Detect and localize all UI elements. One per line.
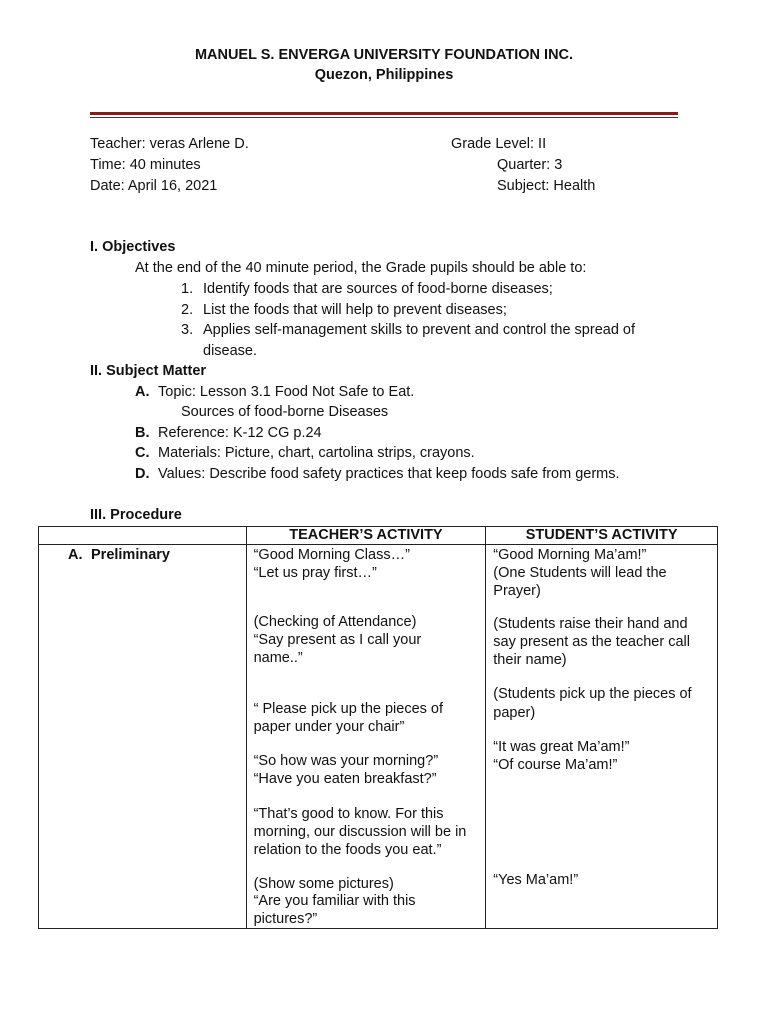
student-line: “It was great Ma’am!”: [493, 739, 630, 755]
time-info: Time: 40 minutes: [90, 157, 201, 173]
row-label: Preliminary: [91, 547, 170, 563]
teacher-line: (Show some pictures): [253, 876, 394, 892]
procedure-heading: III. Procedure: [90, 507, 182, 523]
subject-matter-reference: Reference: K-12 CG p.24: [158, 425, 322, 441]
student-activity-header: STUDENT’S ACTIVITY: [486, 527, 718, 545]
student-line: “Of course Ma’am!”: [493, 757, 618, 773]
student-line: (Students raise their hand and: [493, 616, 688, 632]
objective-text: Applies self-management skills to prevent and control the spread of: [203, 322, 636, 338]
teacher-line: “ Please pick up the pieces of: [253, 701, 444, 717]
student-line: Prayer): [493, 583, 541, 599]
objective-text: Identify foods that are sources of food-borne diseases;: [203, 281, 553, 297]
teacher-line: “So how was your morning?”: [253, 753, 439, 769]
student-line: paper): [493, 705, 536, 721]
header-rule-bottom: [90, 117, 678, 118]
subject-matter-letter: C.: [135, 445, 150, 461]
student-line: their name): [493, 652, 567, 668]
subject-matter-materials: Materials: Picture, chart, cartolina strips, crayons.: [158, 445, 475, 461]
objective-number: 3.: [181, 322, 194, 338]
objectives-intro: At the end of the 40 minute period, the Grade pupils should be able to:: [135, 260, 587, 276]
teacher-line: paper under your chair”: [253, 719, 405, 735]
objective-text-continued: disease.: [203, 343, 258, 359]
subject-matter-values: Values: Describe food safety practices that keep foods safe from germs.: [158, 466, 620, 482]
student-line: (One Students will lead the: [493, 565, 667, 581]
teacher-line: pictures?”: [253, 911, 318, 927]
procedure-table: [38, 526, 718, 929]
student-line: “Yes Ma’am!”: [493, 872, 579, 888]
student-line: say present as the teacher call: [493, 634, 690, 650]
blank-header-cell: [39, 527, 247, 545]
objective-number: 2.: [181, 302, 194, 318]
teacher-line: “Are you familiar with this: [253, 893, 416, 909]
grade-level-info: Grade Level: II: [451, 136, 547, 152]
objective-number: 1.: [181, 281, 194, 297]
subject-info: Subject: Health: [497, 178, 596, 194]
row-label-letter: A.: [68, 547, 83, 563]
teacher-line: name..”: [253, 650, 303, 666]
table-row: [39, 545, 718, 929]
student-line: “Good Morning Ma’am!”: [493, 547, 647, 563]
objective-text: List the foods that will help to prevent diseases;: [203, 302, 507, 318]
teacher-line: “Let us pray first…”: [253, 565, 377, 581]
quarter-info: Quarter: 3: [497, 157, 563, 173]
teacher-line: “Say present as I call your: [253, 632, 422, 648]
teacher-activity-header: TEACHER’S ACTIVITY: [246, 527, 486, 545]
subject-matter-letter: D.: [135, 466, 150, 482]
institution-title: MANUEL S. ENVERGA UNIVERSITY FOUNDATION INC.: [194, 47, 574, 63]
subject-matter-letter: B.: [135, 425, 150, 441]
teacher-line: morning, our discussion will be in: [253, 824, 467, 840]
subject-matter-letter: A.: [135, 384, 150, 400]
teacher-activity-cell: [246, 545, 486, 929]
teacher-line: (Checking of Attendance): [253, 614, 417, 630]
subject-matter-topic-continued: Sources of food-borne Diseases: [181, 404, 389, 420]
institution-location: Quezon, Philippines: [314, 67, 454, 83]
subject-matter-topic: Topic: Lesson 3.1 Food Not Safe to Eat.: [158, 384, 415, 400]
row-label-cell: [39, 545, 247, 929]
table-header-row: [39, 527, 718, 545]
student-activity-cell: [486, 545, 718, 929]
teacher-info: Teacher: veras Arlene D.: [90, 136, 249, 152]
subject-matter-heading: II. Subject Matter: [90, 363, 207, 379]
teacher-line: “That’s good to know. For this: [253, 806, 444, 822]
student-line: (Students pick up the pieces of: [493, 686, 692, 702]
date-info: Date: April 16, 2021: [90, 178, 218, 194]
teacher-line: “Have you eaten breakfast?”: [253, 771, 437, 787]
teacher-line: “Good Morning Class…”: [253, 547, 410, 563]
teacher-line: relation to the foods you eat.”: [253, 842, 442, 858]
objectives-heading: I. Objectives: [90, 239, 176, 255]
header-rule-top: [90, 112, 678, 115]
